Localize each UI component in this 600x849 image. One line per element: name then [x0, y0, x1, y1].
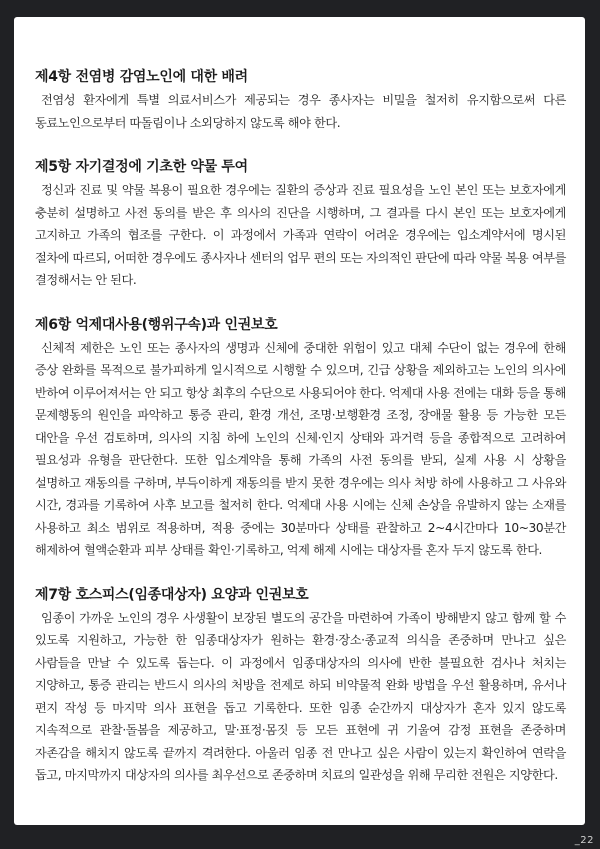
section-6	[35, 315, 566, 562]
section-body: 신체적 제한은 노인 또는 종사자의 생명과 신체에 중대한 위험이 있고 대체 수단이 없는 경우에 한해 증상 완화를 목적으로 불가피하게 일시적으로 시행할 수 있으며, 긴급 상황을 제외하고는 노인의 의사에 반하여 이루어져서는 안 되고 항상 최후의 수단으로 사용되어야 한다. 억제대 사용 전에는 대화 등을 통해 문제행동의 원인을 파악하고 통증 관리, 환경 개선, 조명·보행환경 조정, 장애물 활용 등 가능한 모든 대안을 우선 검토하며, 의사의 지침 하에 노인의 신체·인지 상태와 과거력 등을 종합적으로 고려하여 필요성과 유형을 판단한다. 또한 입소계약을 통해 가족의 사전 동의를 받되, 실제 사용 시 상황을 설명하고 재동의를 구하며, 부득이하게 재동의를 받지 못한 경우에는 의사 처방 하에 사용하고 그 사유와 시간, 경과를 기록하여 사후 보고를 철저히 한다. 억제대 사용 시에는 신체 손상을 유발하지 않는 소재를 사용하고 최소 범위로 적용하며, 적용 중에는 30분마다 상태를 관찰하고 2~4시간마다 10~30분간 해제하여 혈액순환과 피부 상태를 확인·기록하고, 억제 해제 시에는 대상자를 혼자 두지 않도록 한다.	[35, 340, 566, 557]
section-7	[35, 585, 566, 787]
section-4	[35, 67, 566, 134]
section-title: 제6항 억제대사용(행위구속)과 인권보호	[35, 316, 278, 333]
page-number: _22	[574, 835, 594, 846]
section-title: 제7항 호스피스(임종대상자) 요양과 인권보호	[35, 586, 309, 603]
section-body: 전염성 환자에게 특별 의료서비스가 제공되는 경우 종사자는 비밀을 철저히 유지함으로써 다른 동료노인으로부터 따돌림이나 소외당하지 않도록 해야 한다.	[35, 93, 566, 130]
section-5	[35, 157, 566, 292]
section-body: 정신과 진료 및 약물 복용이 필요한 경우에는 질환의 증상과 진료 필요성을 노인 본인 또는 보호자에게 충분히 설명하고 사전 동의를 받은 후 의사의 진단을 시행하며, 그 결과를 다시 본인 또는 보호자에게 고지하고 가족의 협조를 구한다. 이 과정에서 가족과 연락이 어려운 경우에는 입소계약서에 명시된 절차에 따르되, 어떠한 경우에도 종사자나 센터의 업무 편의 또는 자의적인 판단에 따라 약물 복용 여부를 결정해서는 안 된다.	[35, 183, 566, 287]
section-title: 제4항 전염병 감염노인에 대한 배려	[35, 69, 248, 85]
section-title: 제5항 자기결정에 기초한 약물 투여	[35, 159, 248, 175]
section-body: 임종이 가까운 노인의 경우 사생활이 보장된 별도의 공간을 마련하여 가족이 방해받지 않고 함께 할 수 있도록 지원하고, 가능한 한 임종대상자가 원하는 환경·장소·종교적 의식을 존중하며 만나고 싶은 사람들을 만날 수 있도록 돕는다. 이 과정에서 임종대상자의 의사에 반한 불필요한 검사나 처치는 지양하고, 통증 관리는 반드시 의사의 처방을 전제로 하되 비약물적 완화 방법을 우선 활용하며, 유서나 편지 작성 등 마지막 의사 표현을 돕고 기록한다. 또한 임종 순간까지 대상자가 혼자 있지 않도록 지속적으로 관찰·돌봄을 제공하고, 말·표정·몸짓 등 모든 표현에 귀 기울여 감정 표현을 존중하며 자존감을 해치지 않도록 끝까지 격려한다. 아울러 임종 전 만나고 싶은 사람이 있는지 확인하여 연락을 돕고, 마지막까지 대상자의 의사를 최우선으로 존중하며 치료의 일관성을 위해 무리한 전원은 지양한다.	[35, 610, 566, 782]
page-content	[35, 67, 566, 810]
document-page	[14, 17, 585, 825]
